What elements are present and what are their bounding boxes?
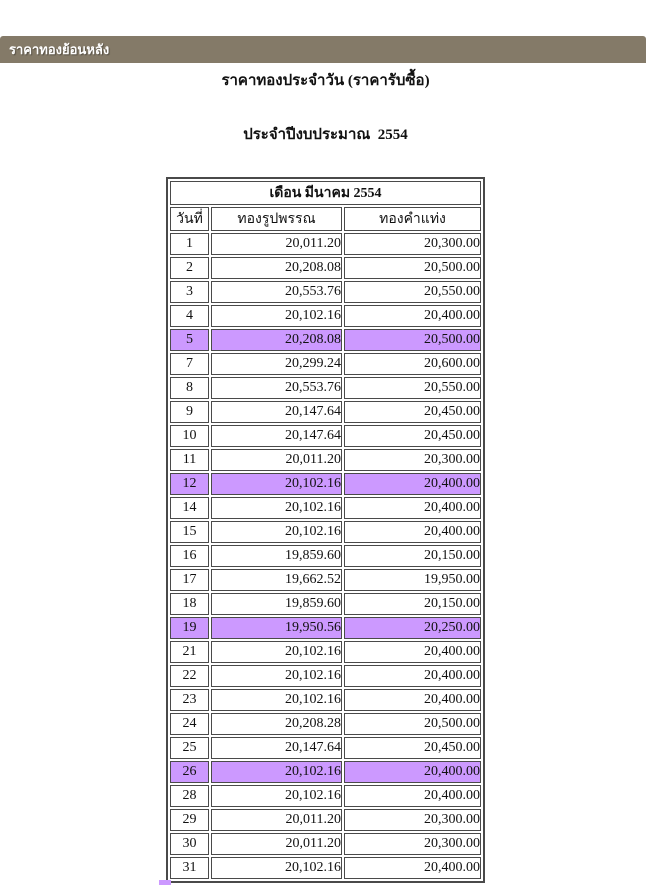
day-cell: 26 [170, 761, 209, 783]
day-cell: 24 [170, 713, 209, 735]
day-cell: 22 [170, 665, 209, 687]
gold-bar-price-cell: 20,400.00 [344, 497, 481, 519]
table-row [170, 809, 481, 831]
gold-bar-price-cell: 20,400.00 [344, 761, 481, 783]
day-cell: 5 [170, 329, 209, 351]
table-row [170, 281, 481, 303]
table-row [170, 761, 481, 783]
next-table-fragment [159, 880, 171, 885]
jewelry-gold-price-cell: 20,102.16 [211, 641, 342, 663]
gold-bar-price-cell: 20,400.00 [344, 473, 481, 495]
jewelry-gold-price-cell: 20,553.76 [211, 281, 342, 303]
jewelry-gold-price-cell: 20,147.64 [211, 425, 342, 447]
day-cell: 30 [170, 833, 209, 855]
table-row [170, 593, 481, 615]
table-row [170, 641, 481, 663]
gold-bar-price-cell: 20,500.00 [344, 713, 481, 735]
jewelry-gold-price-cell: 20,011.20 [211, 233, 342, 255]
gold-bar-price-cell: 20,500.00 [344, 257, 481, 279]
gold-bar-price-cell: 20,550.00 [344, 377, 481, 399]
gold-bar-price-cell: 20,600.00 [344, 353, 481, 375]
day-cell: 8 [170, 377, 209, 399]
gold-bar-price-cell: 20,400.00 [344, 785, 481, 807]
table-row [170, 233, 481, 255]
jewelry-gold-price-cell: 20,102.16 [211, 857, 342, 879]
gold-bar-price-cell: 20,400.00 [344, 689, 481, 711]
jewelry-gold-price-cell: 20,011.20 [211, 833, 342, 855]
jewelry-gold-price-cell: 20,208.08 [211, 329, 342, 351]
day-cell: 1 [170, 233, 209, 255]
jewelry-gold-price-cell: 20,102.16 [211, 521, 342, 543]
month-header: เดือน มีนาคม 2554 [170, 181, 481, 205]
gold-bar-price-cell: 20,300.00 [344, 449, 481, 471]
header-bar [0, 36, 646, 63]
jewelry-gold-price-cell: 20,102.16 [211, 305, 342, 327]
day-cell: 16 [170, 545, 209, 567]
jewelry-gold-price-cell: 20,102.16 [211, 761, 342, 783]
gold-bar-price-cell: 20,450.00 [344, 425, 481, 447]
jewelry-gold-price-cell: 20,553.76 [211, 377, 342, 399]
jewelry-gold-price-cell: 20,208.08 [211, 257, 342, 279]
gold-bar-price-cell: 20,300.00 [344, 809, 481, 831]
jewelry-gold-price-cell: 20,147.64 [211, 737, 342, 759]
day-cell: 10 [170, 425, 209, 447]
table-row [170, 425, 481, 447]
day-cell: 7 [170, 353, 209, 375]
jewelry-gold-price-cell: 19,662.52 [211, 569, 342, 591]
table-row [170, 353, 481, 375]
day-cell: 4 [170, 305, 209, 327]
table-body [170, 233, 481, 879]
gold-bar-price-cell: 20,400.00 [344, 641, 481, 663]
day-cell: 9 [170, 401, 209, 423]
column-header-gold-bar: ทองคำแท่ง [344, 207, 481, 231]
table-row [170, 713, 481, 735]
gold-bar-price-cell: 20,150.00 [344, 545, 481, 567]
day-cell: 19 [170, 617, 209, 639]
table-row [170, 377, 481, 399]
month-header-row [170, 181, 481, 205]
jewelry-gold-price-cell: 19,859.60 [211, 545, 342, 567]
gold-bar-price-cell: 20,400.00 [344, 521, 481, 543]
jewelry-gold-price-cell: 20,102.16 [211, 497, 342, 519]
jewelry-gold-price-cell: 20,208.28 [211, 713, 342, 735]
jewelry-gold-price-cell: 19,950.56 [211, 617, 342, 639]
header-bar-title: ราคาทองย้อนหลัง [9, 42, 110, 57]
table-row [170, 257, 481, 279]
jewelry-gold-price-cell: 20,147.64 [211, 401, 342, 423]
gold-bar-price-cell: 20,150.00 [344, 593, 481, 615]
day-cell: 15 [170, 521, 209, 543]
table-row [170, 497, 481, 519]
jewelry-gold-price-cell: 20,011.20 [211, 449, 342, 471]
table-row [170, 665, 481, 687]
gold-bar-price-cell: 20,400.00 [344, 857, 481, 879]
day-cell: 18 [170, 593, 209, 615]
gold-bar-price-cell: 19,950.00 [344, 569, 481, 591]
column-header-row [170, 207, 481, 231]
jewelry-gold-price-cell: 20,102.16 [211, 689, 342, 711]
day-cell: 14 [170, 497, 209, 519]
page-title-line1: ราคาทองประจำวัน (ราคารับซื้อ) [221, 73, 430, 89]
table-row [170, 833, 481, 855]
gold-bar-price-cell: 20,300.00 [344, 833, 481, 855]
jewelry-gold-price-cell: 20,102.16 [211, 785, 342, 807]
table-row [170, 785, 481, 807]
gold-bar-price-cell: 20,400.00 [344, 665, 481, 687]
day-cell: 2 [170, 257, 209, 279]
table-row [170, 545, 481, 567]
table-row [170, 329, 481, 351]
gold-bar-price-cell: 20,450.00 [344, 401, 481, 423]
table-row [170, 521, 481, 543]
gold-price-table [166, 177, 485, 883]
column-header-jewelry-gold: ทองรูปพรรณ [211, 207, 342, 231]
table-row [170, 689, 481, 711]
gold-bar-price-cell: 20,450.00 [344, 737, 481, 759]
column-header-day: วันที่ [170, 207, 209, 231]
table-row [170, 401, 481, 423]
day-cell: 12 [170, 473, 209, 495]
table-row [170, 617, 481, 639]
day-cell: 25 [170, 737, 209, 759]
day-cell: 28 [170, 785, 209, 807]
jewelry-gold-price-cell: 19,859.60 [211, 593, 342, 615]
gold-bar-price-cell: 20,500.00 [344, 329, 481, 351]
gold-bar-price-cell: 20,400.00 [344, 305, 481, 327]
gold-bar-price-cell: 20,250.00 [344, 617, 481, 639]
jewelry-gold-price-cell: 20,299.24 [211, 353, 342, 375]
day-cell: 31 [170, 857, 209, 879]
gold-bar-price-cell: 20,300.00 [344, 233, 481, 255]
day-cell: 23 [170, 689, 209, 711]
jewelry-gold-price-cell: 20,102.16 [211, 665, 342, 687]
day-cell: 21 [170, 641, 209, 663]
table-row [170, 857, 481, 879]
page-title-line2: ประจำปีงบประมาณ 2554 [243, 127, 408, 143]
day-cell: 17 [170, 569, 209, 591]
table-row [170, 305, 481, 327]
jewelry-gold-price-cell: 20,102.16 [211, 473, 342, 495]
day-cell: 3 [170, 281, 209, 303]
jewelry-gold-price-cell: 20,011.20 [211, 809, 342, 831]
table-row [170, 569, 481, 591]
gold-bar-price-cell: 20,550.00 [344, 281, 481, 303]
day-cell: 11 [170, 449, 209, 471]
day-cell: 29 [170, 809, 209, 831]
table-row [170, 737, 481, 759]
table-row [170, 449, 481, 471]
table-row [170, 473, 481, 495]
